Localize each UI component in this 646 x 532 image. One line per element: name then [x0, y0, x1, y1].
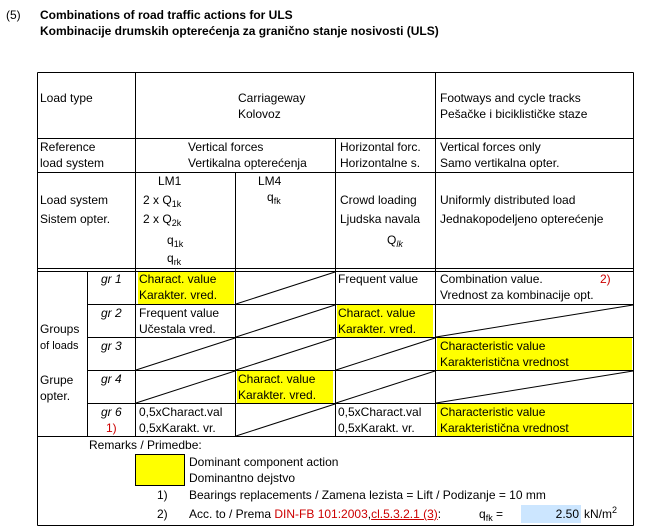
remark-2-text: Acc. to / Prema DIN-FB 101:2003,cl.5.3.2.1 (3):	[189, 507, 442, 521]
reference-en: Reference	[40, 140, 96, 154]
gr2-crowd-en: Charact. value	[338, 306, 416, 320]
legend-dominant-en: Dominant component action	[189, 455, 339, 469]
gr1-lm1-sr: Karakter. vred.	[139, 288, 218, 302]
vertical-forces-sr: Vertikalna opterećenja	[188, 156, 307, 170]
groups-en-2: of loads	[40, 340, 79, 352]
din-reference[interactable]: DIN-FB 101:2003	[274, 507, 368, 521]
remark-1-number: 1)	[157, 488, 168, 502]
gr2-lm1-sr: Učestala vred.	[139, 322, 216, 336]
vertical-only-en: Vertical forces only	[440, 140, 541, 154]
lm1-label: LM1	[158, 174, 182, 188]
vertical-forces-en: Vertical forces	[188, 140, 264, 154]
lm1-qrk-udl: $q_{rk}$	[167, 251, 182, 267]
diagonal-mark	[136, 338, 235, 370]
lm4-qfk: $q_{fk}$	[267, 190, 281, 206]
gr3-udl-sr: Karakteristična vrednost	[440, 355, 569, 369]
lm1-q1k: 2 x $Q_{1k}$	[143, 193, 182, 209]
gr4-lm4-en: Charact. value	[238, 372, 316, 386]
title-sr: Kombinacije drumskih opterećenja za granično stanje nosivosti (ULS)	[40, 24, 439, 38]
vertical-only-sr: Samo vertikalna opter.	[440, 156, 560, 170]
diagonal-mark	[336, 338, 435, 370]
udl-en: Uniformly distributed load	[440, 193, 576, 207]
gr4-label: gr 4	[101, 372, 122, 386]
remark-1-text: Bearings replacements / Zamena lezista = Lift / Podizanje = 10 mm	[189, 488, 546, 502]
remark-2-number: 2)	[157, 507, 168, 521]
diagonal-mark	[236, 272, 335, 304]
lm4-label: LM4	[258, 174, 282, 188]
gr1-label: gr 1	[101, 272, 122, 286]
diagonal-mark	[236, 305, 335, 337]
lm1-q2k: 2 x $Q_{2k}$	[143, 212, 182, 228]
load-system-en: Load system	[40, 193, 109, 207]
gr6-lm1-en: 0,5xCharact.val	[139, 405, 223, 419]
gr3-udl-en: Characteristic value	[440, 339, 546, 353]
footways-en: Footways and cycle tracks	[440, 91, 581, 105]
gr6-note: 1)	[106, 421, 117, 435]
crowd-loading-sr: Ljudska navala	[340, 212, 421, 226]
gr6-lm1-sr: 0,5xKarakt. vr.	[139, 421, 216, 435]
diagonal-mark	[336, 371, 435, 403]
qfk-label: $q_{fk}$ =	[479, 507, 504, 523]
footways-sr: Pešačke i biciklističke staze	[440, 107, 588, 121]
lm1-q1k-udl: $q_{1k}$	[167, 233, 184, 249]
udl-sr: Jednakopodeljeno opterećenje	[440, 212, 604, 226]
diagonal-mark	[436, 371, 633, 403]
crowd-loading-en: Crowd loading	[340, 193, 417, 207]
gr6-udl-sr: Karakteristična vrednost	[440, 421, 569, 435]
gr1-udl-note: 2)	[600, 272, 611, 286]
gr6-crowd-en: 0,5xCharact.val	[338, 405, 422, 419]
diagonal-mark	[236, 338, 335, 370]
clause-reference[interactable]: cl.5.3.2.1 (3)	[371, 507, 438, 521]
qfk-unit: $kN/m^2$	[584, 505, 618, 521]
section-number: (5)	[6, 8, 21, 22]
reference-sr: load system	[40, 156, 105, 170]
remarks-title: Remarks / Primedbe:	[89, 438, 202, 452]
diagonal-mark	[136, 371, 235, 403]
gr2-label: gr 2	[101, 306, 122, 320]
horizontal-forces-sr: Horizontalne s.	[340, 156, 421, 170]
carriageway-sr: Kolovoz	[238, 107, 281, 121]
groups-sr-2: opter.	[40, 389, 71, 403]
carriageway-en: Carriageway	[238, 91, 306, 105]
gr2-lm1-en: Frequent value	[139, 306, 220, 320]
gr1-crowd-en: Frequent value	[338, 272, 419, 286]
qfk-value[interactable]: 2.50	[555, 507, 579, 521]
diagonal-mark	[436, 305, 633, 337]
gr2-crowd-sr: Karakter. vred.	[338, 322, 417, 336]
legend-dominant-sr: Dominantno dejstvo	[189, 471, 296, 485]
crowd-qlk: $Q_{lk}$	[387, 233, 403, 249]
gr1-udl-sr: Vrednost za kombinacije opt.	[440, 288, 594, 302]
gr4-lm4-sr: Karakter. vred.	[238, 388, 317, 402]
load-system-sr: Sistem opter.	[40, 212, 111, 226]
gr3-label: gr 3	[101, 339, 122, 353]
groups-sr-1: Grupe	[40, 373, 74, 387]
load-type-label: Load type	[40, 91, 93, 105]
gr6-label: gr 6	[101, 405, 122, 419]
gr1-lm1-en: Charact. value	[139, 272, 217, 286]
gr6-udl-en: Characteristic value	[440, 405, 546, 419]
horizontal-forces-en: Horizontal forc.	[340, 140, 421, 154]
gr6-crowd-sr: 0,5xKarakt. vr.	[338, 421, 415, 435]
title-en: Combinations of road traffic actions for ULS	[40, 8, 293, 22]
groups-en-1: Groups	[40, 322, 80, 336]
diagonal-mark	[236, 404, 335, 436]
gr1-udl-en: Combination value.	[440, 272, 543, 286]
